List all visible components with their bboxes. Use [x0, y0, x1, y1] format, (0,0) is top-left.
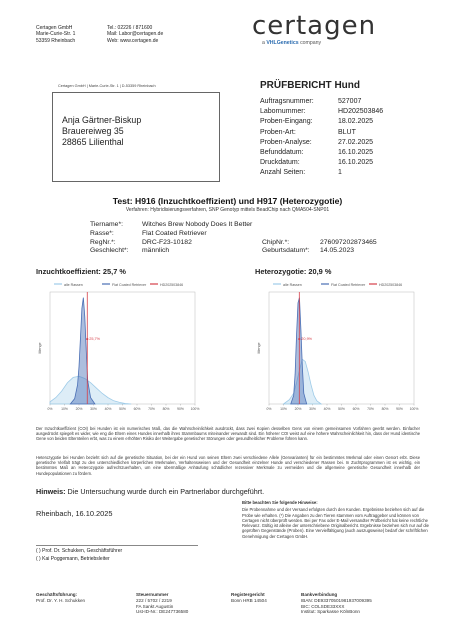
report-row: [260, 128, 383, 138]
footer-line: 222 / 5702 / 2219: [136, 597, 172, 603]
x-tick-label: 100%: [409, 407, 419, 411]
company-street: Marie-Curie-Str. 1: [36, 31, 76, 38]
report-row: [260, 148, 383, 158]
animal-chip-label: ChipNr.*:: [262, 238, 290, 246]
footer: [36, 592, 426, 615]
footer-line: FA Sankt Augustin: [136, 603, 174, 609]
company-name: Certagen GmbH: [36, 25, 73, 31]
partner-lab-hint: [36, 487, 264, 496]
heterozygosity-chart: [255, 278, 420, 418]
animal-row: [90, 221, 377, 230]
x-tick-label: 80%: [162, 407, 170, 411]
animal-chip: 276097202873465: [320, 238, 377, 246]
report-title: PRÜFBERICHT Hund: [260, 80, 360, 91]
report-row: [260, 117, 383, 127]
report-value: 16.10.2025: [338, 149, 374, 157]
footer-bank: [301, 592, 426, 615]
animal-sex-label: Geschlecht*:: [90, 247, 129, 255]
heterozygosity-explanation: Heterozygotie bei Hunden bezieht sich auf die genetische Situation, bei der ein Hund von seinen Eltern zwei verschiedene Allele (Genvarianten) für ein bestimmtes Merkmal oder einen Genort erbt. Diese genetische Vielfalt trägt zu den unterschiedlichen körperlichen Merkmalen, Verhaltensweisen und der Gesundheit einzelner Hunde und verschiedener Rassen bei. In Zuchtprogrammen ist es wichtig, ein bestimmtes Maß an Heterozygotie aufrechtzuerhalten, um eine übermäßige Anhäufung schädlicher rezessiver Merkmale zu vermeiden und die allgemeine genetische Gesundheit innerhalb der Hundepopulationen zu fördern.: [36, 455, 420, 476]
recipient-name: Anja Gärtner-Biskup: [62, 115, 142, 125]
report-row: [260, 158, 383, 168]
footer-line: IBAN: DE93370501981937009395: [301, 597, 372, 603]
x-tick-label: 50%: [119, 407, 126, 411]
recipient-address: [62, 115, 141, 148]
logo-sub-brand: VHLGenetics: [266, 40, 299, 46]
footer-heading: Bankverbindung: [301, 592, 338, 597]
animal-breed: Flat Coated Retriever: [142, 229, 207, 237]
animal-name: Witches Brew Nobody Does It Better: [142, 221, 253, 228]
report-key: Druckdatum:: [260, 159, 300, 167]
company-tel: Tel.: 02226 / 871600: [107, 25, 153, 31]
footer-line: Ust-ID-Nr.: DE247736580: [136, 609, 189, 615]
company-city: 53359 Rheinbach: [36, 37, 76, 44]
animal-breed-label: Rasse*:: [90, 229, 114, 237]
footer-heading: Steuernummer: [136, 592, 169, 597]
footer-management: [36, 592, 136, 615]
notes-heading: Bitte beachten Sie folgende Hinweise:: [242, 500, 318, 505]
x-tick-label: 40%: [323, 407, 331, 411]
animal-birth-label: Geburtsdatum*:: [262, 247, 310, 255]
report-row: [260, 138, 383, 148]
animal-row: [90, 247, 377, 256]
animal-sex: männlich: [142, 247, 170, 255]
report-value: 527007: [338, 98, 362, 105]
test-method: Verfahren: Hybridisierungsverfahren, SNP Genotyp mittels BeadChip nach QMA504-SNP01: [125, 207, 330, 213]
x-tick-label: 30%: [90, 407, 97, 411]
report-value: 16.10.2025: [338, 159, 374, 167]
animal-reg: DRC-F23-10182: [142, 238, 192, 246]
logo-sub-prefix: a: [262, 40, 267, 46]
company-web: Web: www.certagen.de: [107, 37, 159, 44]
report-key: Proben-Art:: [260, 128, 296, 136]
legend-label: HD202503846: [160, 282, 184, 287]
x-tick-label: 10%: [61, 407, 68, 411]
inbreeding-chart-title: Inzuchtkoeffizient: 25,7 %: [36, 267, 126, 276]
x-tick-label: 40%: [104, 407, 112, 411]
report-key: Befunddatum:: [260, 149, 304, 157]
x-tick-label: 30%: [309, 407, 316, 411]
report-value: 1: [338, 169, 342, 177]
sender-line: Certagen GmbH | Marie-Curie-Str. 1 | D-53359 Rheinbach: [58, 84, 156, 88]
test-title: Test: H916 (Inzuchtkoeffizient) und H917 (Heterozygotie): [112, 196, 343, 206]
footer-heading: Geschäftsführung:: [36, 592, 78, 597]
logo-sub-suffix: company: [298, 40, 322, 46]
dog-marker-label: 20,9%: [301, 337, 313, 342]
inbreeding-explanation: Der Inzuchtkoeffizient (COI) bei Hunden ist ein numerisches Maß, das die Wahrscheinlichkeit ausdrückt, dass zwei Kopien desselben Gens von einem gemeinsamen Vorfahren geerbt werden. Einfacher ausgedrückt spiegelt es wider, wie eng die Eltern eines Hundes innerhalb ihres Stammbaums miteinander verwandt sind. Ein höherer COI weist auf eine höhere Wahrscheinlichkeit hin, dass der Hund identische Gene von beiden Elternteilen erbt, was zu einem erhöhten Risiko der Weitergabe genetischer Störungen oder gesundheitlicher Probleme führen kann.: [36, 426, 420, 442]
heterozygosity-chart-title: Heterozygotie: 20,9 %: [255, 267, 332, 276]
report-key: Auftragsnummer:: [260, 98, 314, 105]
legend-label: HD202503846: [379, 282, 403, 287]
notes-block: [242, 500, 432, 539]
x-tick-label: 0%: [266, 407, 272, 411]
legend-label: Flat Coated Retriever: [331, 282, 366, 287]
recipient-city: 28865 Lilienthal: [62, 137, 124, 147]
hint-text: Die Untersuchung wurde durch ein Partnerlabor durchgeführt.: [65, 487, 265, 496]
x-tick-label: 50%: [338, 407, 345, 411]
legend-label: Flat Coated Retriever: [112, 282, 147, 287]
footer-tax: [136, 592, 231, 615]
animal-row: [90, 239, 377, 248]
notes-text: Die Probennahme und der Versand erfolgten durch den Kunden. Ergebnisse beziehen sich auf die Probe wie erhalten. (*) Die Angaben zu den Tieren stammen vom Auftraggeber und können von Certagen nicht überprüft werden. Bei per Fax oder E-Mail versandter Prüfbericht hat keine rechtliche Relevanz. Gültig ist alleine der unterschriebene Originalbericht. Ergebnisse beziehen sich nur auf die geprüften Gegenstände (Proben). Eine Vervielfältigung (auch auszugsweise) bedarf der schriftlichen Genehmigung der Certagen GmbH.: [242, 507, 429, 539]
x-tick-label: 0%: [47, 407, 53, 411]
report-value: 27.02.2025: [338, 138, 374, 146]
place-date: Rheinbach, 16.10.2025: [36, 509, 113, 518]
inbreeding-chart: [36, 278, 201, 418]
footer-heading: Registergericht: [231, 592, 265, 597]
report-row: [260, 97, 383, 107]
report-row: [260, 168, 383, 178]
x-tick-label: 80%: [381, 407, 389, 411]
x-tick-label: 100%: [190, 407, 200, 411]
x-tick-label: 20%: [294, 407, 302, 411]
signatory-manager: ( ) Kai Poggemann, Betriebsleiter: [36, 556, 110, 562]
report-value: BLUT: [338, 128, 356, 136]
footer-line: BIC: COLSDE33XXX: [301, 603, 345, 609]
x-tick-label: 90%: [177, 407, 184, 411]
x-tick-label: 60%: [352, 407, 360, 411]
plot-frame: [269, 292, 414, 404]
x-tick-label: 60%: [133, 407, 141, 411]
signature-line: [36, 545, 198, 546]
report-value: 18.02.2025: [338, 118, 374, 126]
footer-line: Institut: Sparkasse KölnBonn: [301, 609, 360, 615]
animal-birth: 14.05.2023: [320, 247, 355, 255]
report-key: Proben-Analyse:: [260, 138, 312, 146]
signatory-ceo: ( ) Prof. Dr. Schukken, Geschäftsführer: [36, 548, 123, 554]
legend-label: alle Rassen: [64, 282, 83, 287]
report-value: HD202503846: [338, 108, 384, 116]
report-key: Anzahl Seiten:: [260, 169, 306, 177]
x-tick-label: 70%: [148, 407, 155, 411]
certagen-logo: [252, 12, 432, 46]
animal-row: [90, 230, 377, 239]
x-tick-label: 10%: [280, 407, 287, 411]
report-info-table: [260, 97, 383, 179]
dog-marker-label: 25,7%: [89, 337, 101, 342]
x-tick-label: 20%: [75, 407, 83, 411]
recipient-street: Brauereiweg 35: [62, 126, 124, 136]
y-axis-label: Menge: [257, 342, 261, 354]
hint-label: Hinweis:: [36, 487, 66, 496]
report-key: Proben-Eingang:: [260, 118, 313, 126]
footer-line: Prof. Dr. Y. H. Schukken: [36, 597, 86, 603]
company-mail: Mail: Labor@certagen.de: [107, 31, 164, 38]
x-tick-label: 90%: [396, 407, 403, 411]
x-tick-label: 70%: [367, 407, 374, 411]
dog-marker-point: [86, 338, 88, 340]
logo-wordmark: certagen: [252, 11, 377, 41]
report-row: [260, 107, 383, 117]
company-address-block: [36, 25, 75, 44]
report-key: Labornummer:: [260, 108, 306, 116]
company-contact-block: [107, 25, 163, 44]
animal-info: [90, 221, 377, 256]
dog-marker-point: [298, 338, 300, 340]
footer-line: Bonn HRB 14504: [231, 597, 267, 603]
footer-register: [231, 592, 301, 615]
y-axis-label: Menge: [38, 342, 42, 354]
animal-reg-label: RegNr.*:: [90, 238, 116, 246]
animal-name-label: Tiername*:: [90, 221, 123, 228]
legend-label: alle Rassen: [283, 282, 302, 287]
